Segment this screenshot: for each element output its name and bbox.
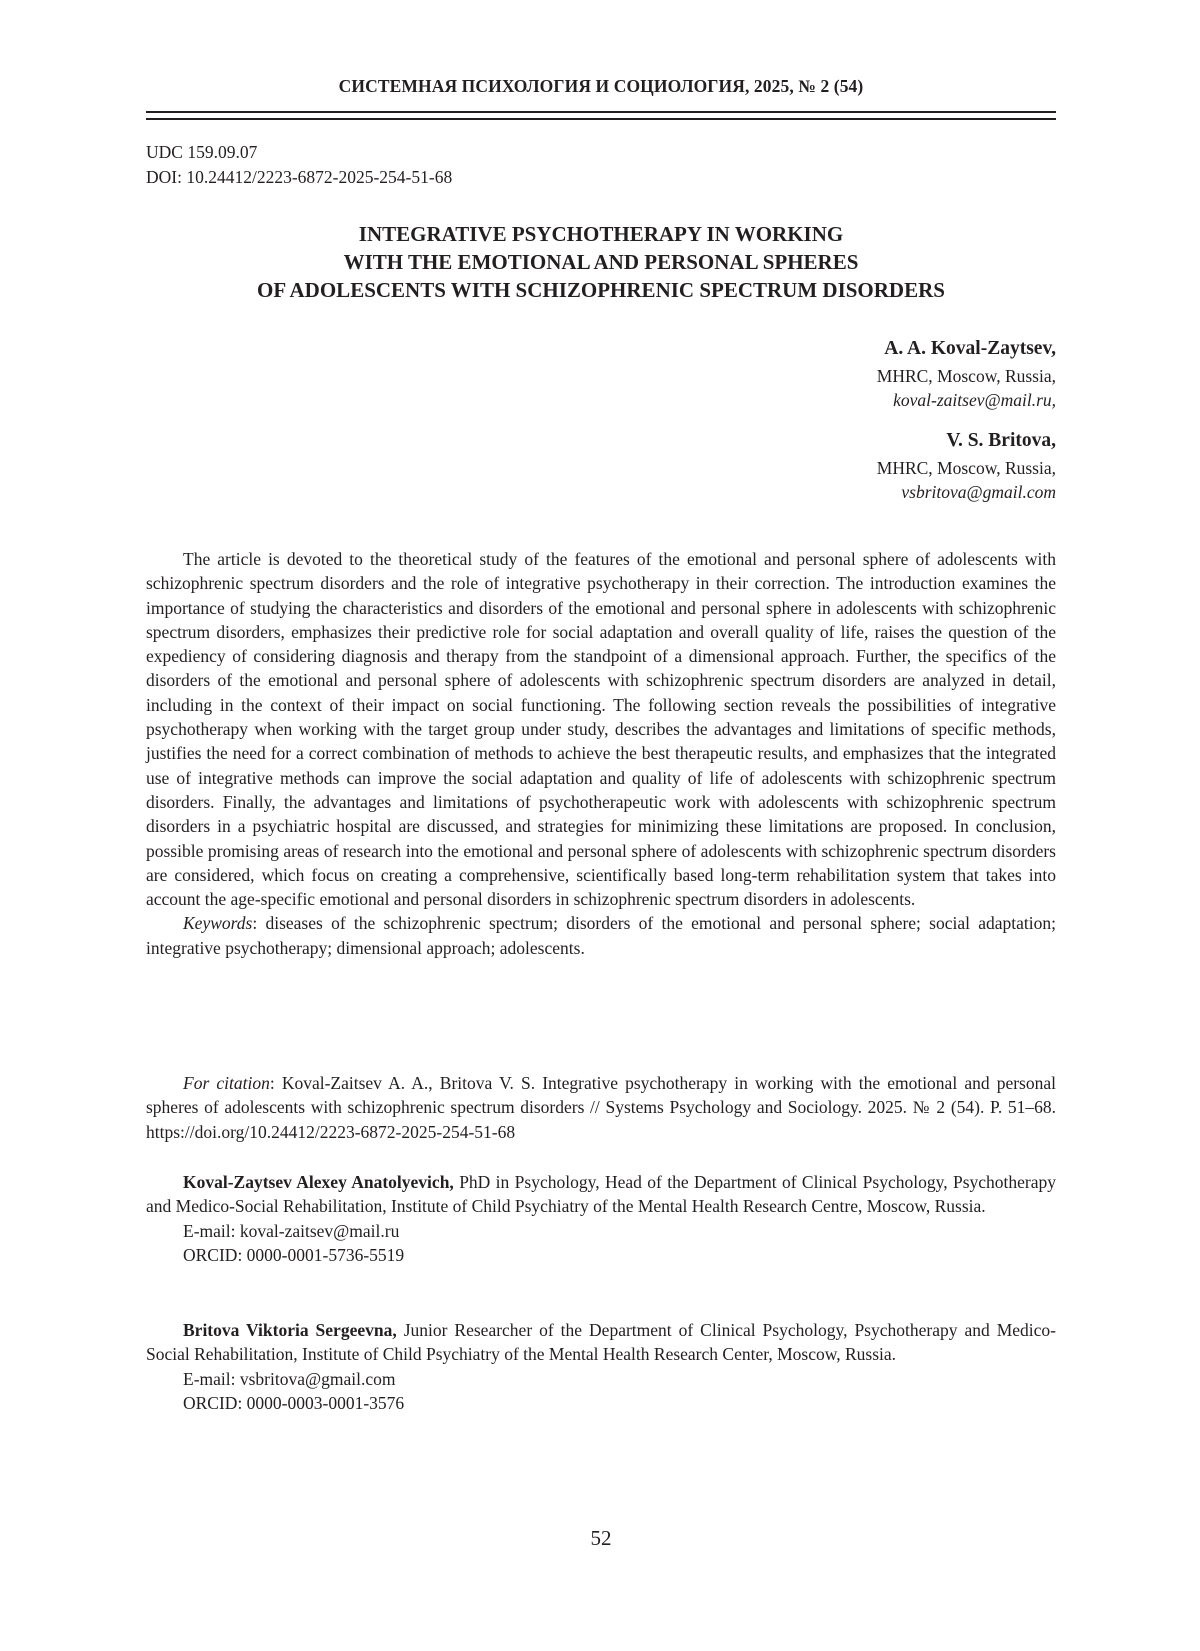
author-bio [146, 1170, 1056, 1267]
article-title [146, 220, 1056, 304]
udc-code: UDC 159.09.07 [146, 142, 258, 162]
bio-email[interactable]: E-mail: koval-zaitsev@mail.ru [183, 1220, 400, 1241]
abstract-text: The article is devoted to the theoretical study of the features of the emotional and personal sphere of adolescents with schizophrenic spectrum disorders and the role of integrative psychotherapy in their correction. The introduction examines the importance of studying the characteristics and disorders of the emotional and personal sphere in adolescents with schizophrenic spectrum disorders, emphasizes their predictive role for social adaptation and overall quality of life, raises the question of the expediency of considering diagnosis and therapy from the standpoint of a dimensional approach. Further, the specifics of the disorders of the emotional and personal sphere of adolescents with schizophrenic spectrum disorders are analyzed in detail, including in the context of their impact on social functioning. The following section reveals the possibilities of integrative psychotherapy when working with the target group under study, describes the advantages and limitations of specific methods, justifies the need for a correct combination of methods to achieve the best therapeutic results, and emphasizes that the integrated use of integrative methods can improve the social adaptation and quality of life of adolescents with schizophrenic spectrum disorders. Finally, the advantages and limitations of psychotherapeutic work with adolescents with schizophrenic spectrum disorders in a psychiatric hospital are discussed, and strategies for minimizing these limitations are proposed. In conclusion, possible promising areas of research into the emotional and personal sphere of adolescents with schizophrenic spectrum disorders are considered, which focus on creating a comprehensive, scientifically based long-term rehabilitation system that takes into account the age-specific emotional and personal disorders in schizophrenic spectrum disorders in adolescents. [146, 549, 1056, 910]
author-block [556, 426, 1056, 504]
header-rule-bottom [146, 118, 1056, 120]
title-line: OF ADOLESCENTS WITH SCHIZOPHRENIC SPECTRUM DISORDERS [257, 278, 945, 302]
author-list [556, 334, 1056, 518]
citation-section [146, 1071, 1056, 1144]
abstract-section [146, 547, 1056, 960]
keywords-text: : diseases of the schizophrenic spectrum; disorders of the emotional and personal sphere; social adaptation; integrative psychotherapy; dimensional approach; adolescents. [146, 913, 1056, 958]
author-email[interactable]: vsbritova@gmail.com [901, 482, 1056, 502]
citation-text: : Koval-Zaitsev A. A., Britova V. S. Integrative psychotherapy in working with the emotional and personal spheres of adolescents with schizophrenic spectrum disorders // Systems Psychology and Sociology. 2025. № 2 (54). P. 51–68. https://doi.org/10.24412/2223-6872-2025-254-51-68 [146, 1073, 1056, 1142]
article-meta [146, 140, 452, 190]
citation-label: For citation [183, 1073, 270, 1093]
bio-description: PhD in Psychology, Head of the Department of Clinical Psychology, Psychotherapy and Medico-Social Rehabilitation, Institute of Child Psychiatry of the Mental Health Research Centre, Moscow, Russia. [146, 1172, 1056, 1217]
running-head: СИСТЕМНАЯ ПСИХОЛОГИЯ И СОЦИОЛОГИЯ, 2025, № 2 (54) [338, 76, 864, 96]
keywords [146, 911, 1056, 960]
bio-email[interactable]: E-mail: vsbritova@gmail.com [183, 1368, 396, 1389]
bio-orcid: ORCID: 0000-0001-5736-5519 [183, 1244, 405, 1265]
keywords-label: Keywords [183, 913, 253, 934]
citation [146, 1071, 1056, 1144]
author-block [556, 334, 1056, 412]
bio-name: Britova Viktoria Sergeevna, [183, 1320, 397, 1340]
bio-name: Koval-Zaytsev Alexey Anatolyevich, [183, 1172, 454, 1192]
author-affiliation: MHRC, Moscow, Russia, [876, 458, 1056, 478]
bio-description: Junior Researcher of the Department of Clinical Psychology, Psychotherapy and Medico-Social Rehabilitation, Institute of Child Psychiatry of the Mental Health Research Center, Moscow, Russia. [146, 1320, 1056, 1365]
page-number: 52 [590, 1526, 612, 1550]
bio-text [146, 1318, 1056, 1367]
author-name: V. S. Britova, [946, 430, 1056, 451]
bio-orcid: ORCID: 0000-0003-0001-3576 [183, 1392, 405, 1413]
header-rule-top [146, 111, 1056, 113]
author-email[interactable]: koval-zaitsev@mail.ru, [893, 390, 1056, 410]
author-name: A. A. Koval-Zaytsev, [884, 338, 1056, 359]
doi: DOI: 10.24412/2223-6872-2025-254-51-68 [146, 167, 453, 187]
title-line: WITH THE EMOTIONAL AND PERSONAL SPHERES [343, 250, 859, 274]
bio-text [146, 1170, 1056, 1219]
author-affiliation: MHRC, Moscow, Russia, [876, 366, 1056, 386]
author-bio [146, 1318, 1056, 1415]
title-line: INTEGRATIVE PSYCHOTHERAPY IN WORKING [358, 222, 844, 246]
